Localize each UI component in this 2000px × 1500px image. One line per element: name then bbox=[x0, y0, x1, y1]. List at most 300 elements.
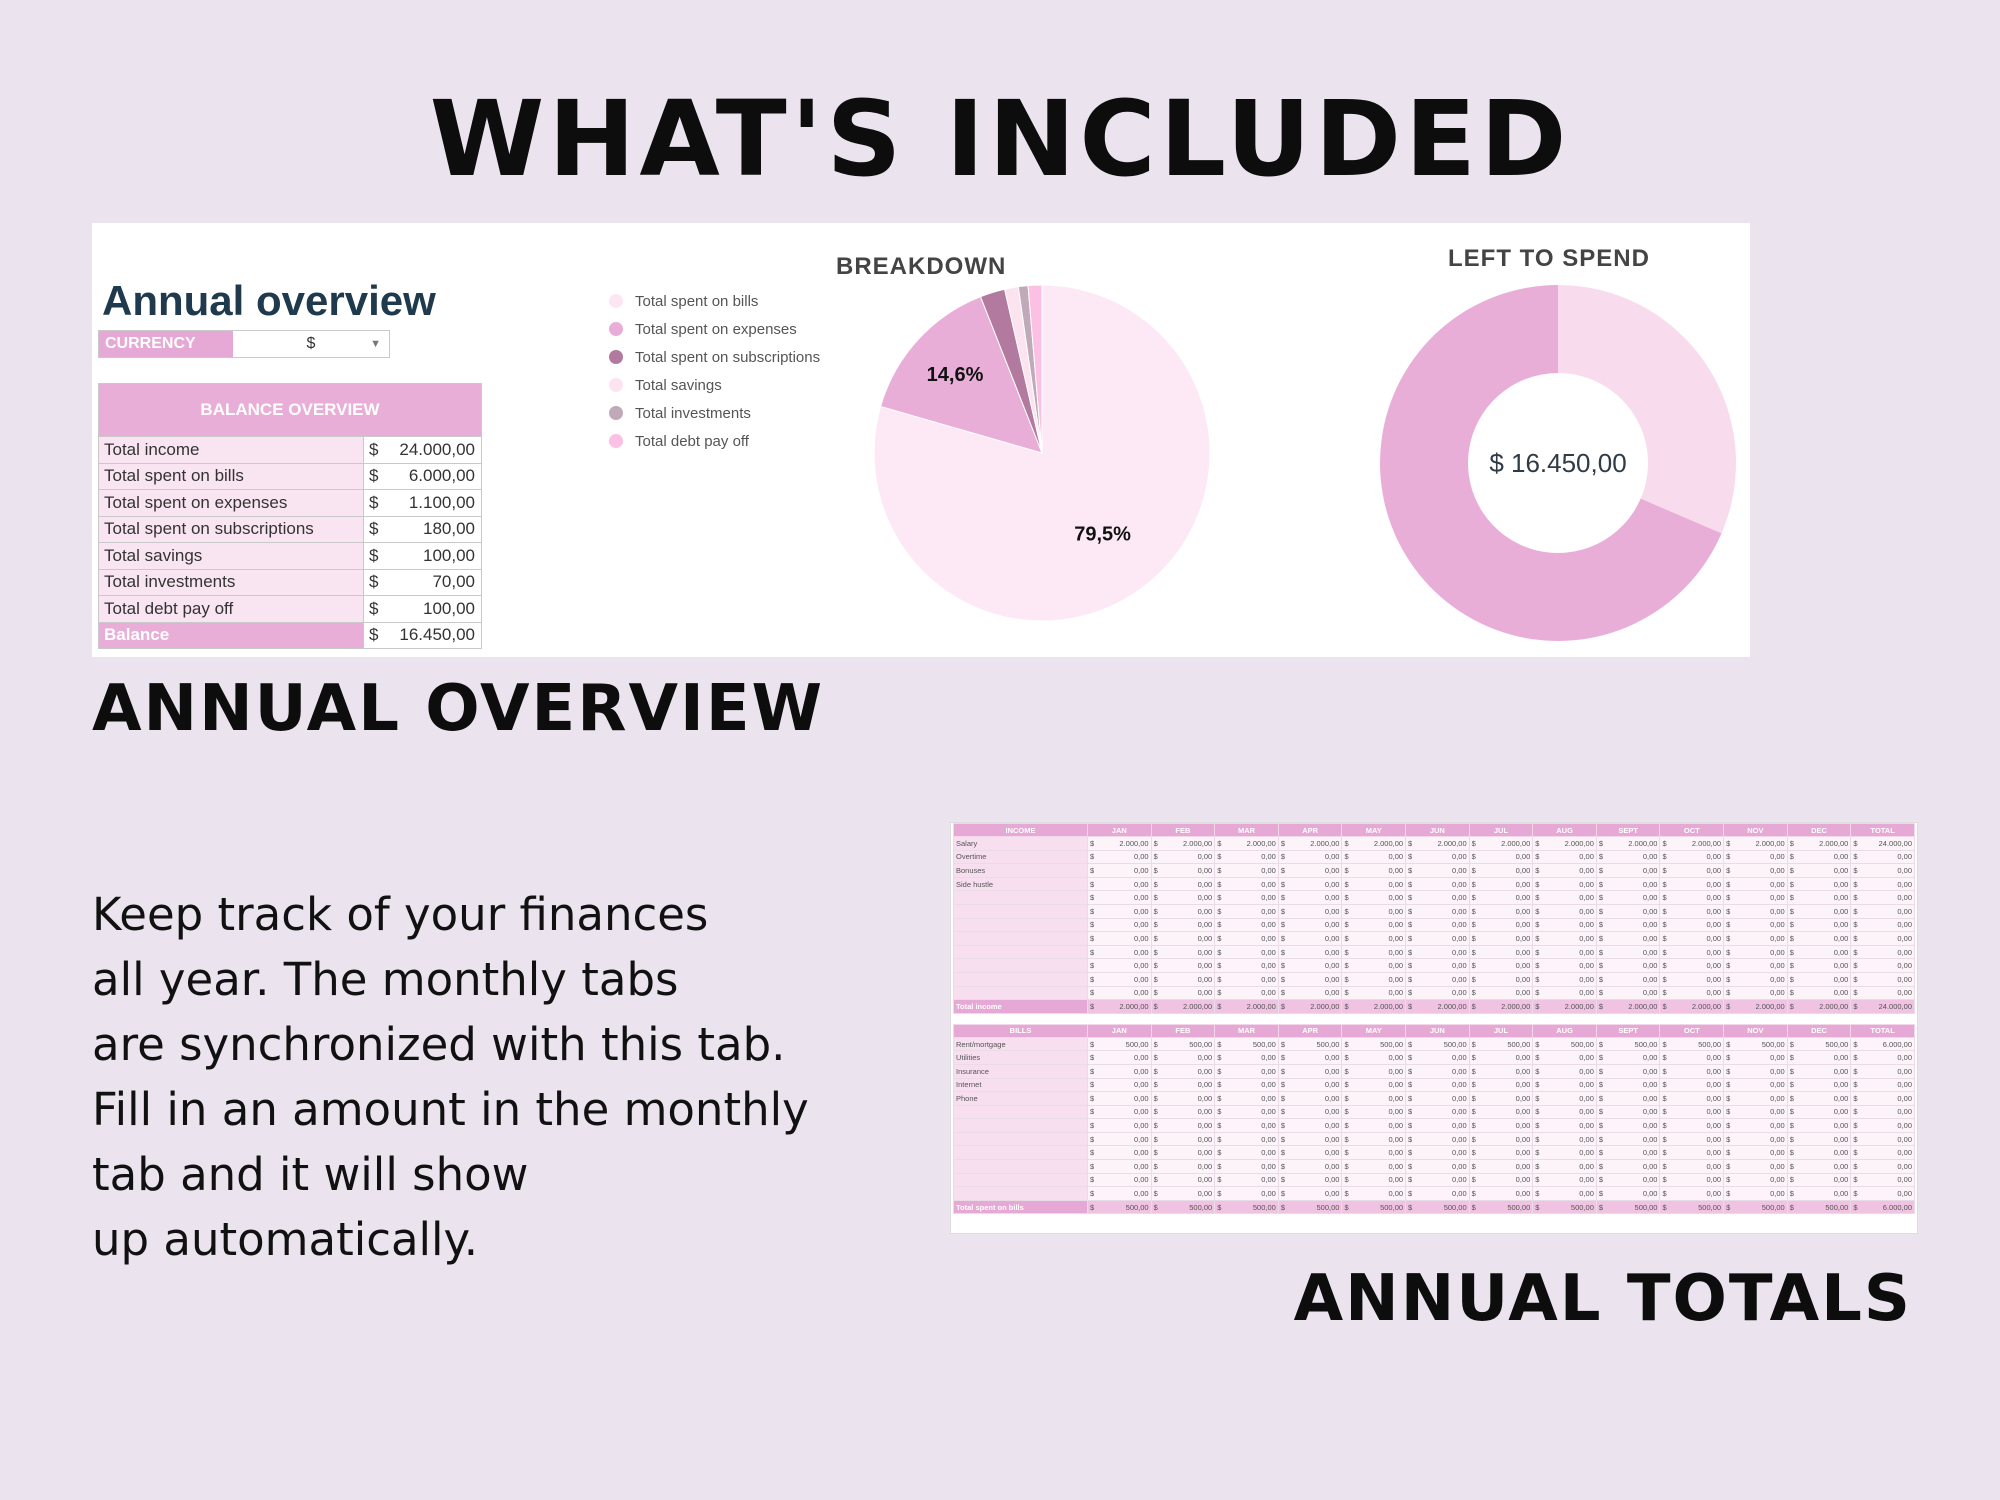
sheet-cell[interactable]: $ 0,00 bbox=[1787, 1160, 1851, 1174]
sheet-cell[interactable]: $ 0,00 bbox=[1406, 972, 1470, 986]
sheet-cell[interactable]: $ 0,00 bbox=[1406, 891, 1470, 905]
currency-dropdown[interactable] bbox=[233, 331, 389, 357]
sheet-cell[interactable]: $ 0,00 bbox=[1278, 1132, 1342, 1146]
sheet-cell[interactable]: $ 2.000,00 bbox=[1787, 837, 1851, 851]
sheet-cell[interactable]: $ 0,00 bbox=[1851, 1173, 1915, 1187]
sheet-cell[interactable]: $ 0,00 bbox=[1596, 1173, 1660, 1187]
sheet-cell[interactable]: $ 0,00 bbox=[1088, 877, 1152, 891]
sheet-cell[interactable]: $ 0,00 bbox=[1342, 864, 1406, 878]
sheet-cell[interactable]: $ 2.000,00 bbox=[1215, 837, 1279, 851]
sheet-cell[interactable]: $ 2.000,00 bbox=[1469, 837, 1533, 851]
sheet-cell[interactable]: $ 0,00 bbox=[1724, 891, 1788, 905]
sheet-cell[interactable]: $ 0,00 bbox=[1088, 864, 1152, 878]
sheet-cell[interactable]: $ 0,00 bbox=[1342, 1051, 1406, 1065]
sheet-cell[interactable]: $ 0,00 bbox=[1469, 850, 1533, 864]
sheet-cell[interactable]: $ 0,00 bbox=[1151, 891, 1215, 905]
sheet-cell[interactable]: $ 0,00 bbox=[1533, 1173, 1597, 1187]
sheet-cell[interactable]: $ 0,00 bbox=[1469, 877, 1533, 891]
sheet-cell[interactable]: $ 0,00 bbox=[1088, 1187, 1152, 1201]
sheet-cell[interactable]: $ 0,00 bbox=[1406, 959, 1470, 973]
sheet-cell[interactable]: $ 0,00 bbox=[1278, 1105, 1342, 1119]
sheet-cell[interactable]: $ 0,00 bbox=[1342, 1132, 1406, 1146]
sheet-cell[interactable]: $ 0,00 bbox=[1406, 864, 1470, 878]
sheet-cell[interactable]: $ 0,00 bbox=[1088, 1132, 1152, 1146]
sheet-cell[interactable]: $ 0,00 bbox=[1088, 972, 1152, 986]
sheet-cell[interactable]: $ 0,00 bbox=[1787, 1132, 1851, 1146]
sheet-cell[interactable]: $ 0,00 bbox=[1660, 864, 1724, 878]
sheet-cell[interactable]: $ 0,00 bbox=[1215, 986, 1279, 1000]
sheet-cell[interactable]: $ 0,00 bbox=[1851, 1146, 1915, 1160]
chevron-down-icon[interactable]: ▼ bbox=[370, 338, 381, 350]
sheet-cell[interactable]: $ 0,00 bbox=[1724, 932, 1788, 946]
sheet-cell[interactable]: $ 0,00 bbox=[1215, 877, 1279, 891]
sheet-cell[interactable]: $ 500,00 bbox=[1342, 1200, 1406, 1214]
sheet-cell[interactable]: $ 0,00 bbox=[1787, 1064, 1851, 1078]
row-label[interactable]: Bonuses bbox=[954, 864, 1088, 878]
sheet-cell[interactable]: $ 0,00 bbox=[1660, 904, 1724, 918]
sheet-cell[interactable]: $ 0,00 bbox=[1342, 1187, 1406, 1201]
sheet-cell[interactable]: $ 0,00 bbox=[1533, 1105, 1597, 1119]
sheet-cell[interactable]: $ 0,00 bbox=[1660, 959, 1724, 973]
sheet-cell[interactable]: $ 0,00 bbox=[1406, 877, 1470, 891]
sheet-cell[interactable]: $ 500,00 bbox=[1215, 1037, 1279, 1051]
sheet-cell[interactable]: $ 0,00 bbox=[1406, 1173, 1470, 1187]
sheet-cell[interactable]: $ 0,00 bbox=[1724, 1051, 1788, 1065]
sheet-cell[interactable]: $ 0,00 bbox=[1660, 932, 1724, 946]
sheet-cell[interactable]: $ 0,00 bbox=[1342, 1119, 1406, 1133]
sheet-cell[interactable]: $ 0,00 bbox=[1533, 1051, 1597, 1065]
sheet-cell[interactable]: $ 0,00 bbox=[1215, 1078, 1279, 1092]
sheet-cell[interactable]: $ 0,00 bbox=[1596, 891, 1660, 905]
sheet-cell[interactable]: $ 0,00 bbox=[1469, 959, 1533, 973]
sheet-cell[interactable]: $ 0,00 bbox=[1342, 986, 1406, 1000]
row-label[interactable] bbox=[954, 1119, 1088, 1133]
row-label[interactable] bbox=[954, 918, 1088, 932]
sheet-cell[interactable]: $ 0,00 bbox=[1278, 959, 1342, 973]
sheet-cell[interactable]: $ 0,00 bbox=[1215, 1160, 1279, 1174]
sheet-cell[interactable]: $ 0,00 bbox=[1787, 1105, 1851, 1119]
sheet-cell[interactable]: $ 0,00 bbox=[1851, 1051, 1915, 1065]
sheet-cell[interactable]: $ 0,00 bbox=[1278, 864, 1342, 878]
sheet-cell[interactable]: $ 0,00 bbox=[1088, 1051, 1152, 1065]
sheet-cell[interactable]: $ 0,00 bbox=[1660, 1051, 1724, 1065]
sheet-cell[interactable]: $ 0,00 bbox=[1278, 1064, 1342, 1078]
sheet-cell[interactable]: $ 0,00 bbox=[1533, 959, 1597, 973]
sheet-cell[interactable]: $ 0,00 bbox=[1088, 932, 1152, 946]
sheet-cell[interactable]: $ 0,00 bbox=[1533, 1146, 1597, 1160]
sheet-cell[interactable]: $ 0,00 bbox=[1215, 972, 1279, 986]
sheet-cell[interactable]: $ 0,00 bbox=[1278, 1187, 1342, 1201]
sheet-cell[interactable]: $ 0,00 bbox=[1724, 1092, 1788, 1106]
sheet-cell[interactable]: $ 500,00 bbox=[1406, 1200, 1470, 1214]
sheet-cell[interactable]: $ 2.000,00 bbox=[1278, 1000, 1342, 1014]
sheet-cell[interactable]: $ 500,00 bbox=[1724, 1200, 1788, 1214]
sheet-cell[interactable]: $ 500,00 bbox=[1469, 1200, 1533, 1214]
sheet-cell[interactable]: $ 0,00 bbox=[1787, 1187, 1851, 1201]
sheet-cell[interactable]: $ 0,00 bbox=[1469, 1173, 1533, 1187]
sheet-cell[interactable]: $ 0,00 bbox=[1851, 904, 1915, 918]
sheet-cell[interactable]: $ 0,00 bbox=[1278, 932, 1342, 946]
sheet-cell[interactable]: $ 0,00 bbox=[1851, 1092, 1915, 1106]
sheet-cell[interactable]: $ 0,00 bbox=[1533, 972, 1597, 986]
sheet-cell[interactable]: $ 0,00 bbox=[1151, 1119, 1215, 1133]
sheet-cell[interactable]: $ 2.000,00 bbox=[1596, 837, 1660, 851]
sheet-cell[interactable]: $ 2.000,00 bbox=[1215, 1000, 1279, 1014]
sheet-cell[interactable]: $ 2.000,00 bbox=[1151, 1000, 1215, 1014]
sheet-cell[interactable]: $ 0,00 bbox=[1660, 1064, 1724, 1078]
sheet-cell[interactable]: $ 0,00 bbox=[1469, 972, 1533, 986]
sheet-cell[interactable]: $ 0,00 bbox=[1533, 1119, 1597, 1133]
sheet-cell[interactable]: $ 0,00 bbox=[1342, 850, 1406, 864]
sheet-cell[interactable]: $ 0,00 bbox=[1406, 1119, 1470, 1133]
sheet-cell[interactable]: $ 500,00 bbox=[1596, 1200, 1660, 1214]
sheet-cell[interactable]: $ 0,00 bbox=[1724, 1173, 1788, 1187]
sheet-cell[interactable]: $ 0,00 bbox=[1851, 850, 1915, 864]
sheet-cell[interactable]: $ 0,00 bbox=[1724, 918, 1788, 932]
sheet-cell[interactable]: $ 24.000,00 bbox=[1851, 1000, 1915, 1014]
sheet-cell[interactable]: $ 0,00 bbox=[1533, 1064, 1597, 1078]
sheet-cell[interactable]: $ 0,00 bbox=[1724, 1078, 1788, 1092]
sheet-cell[interactable]: $ 0,00 bbox=[1533, 891, 1597, 905]
sheet-cell[interactable]: $ 0,00 bbox=[1406, 1132, 1470, 1146]
sheet-cell[interactable]: $ 0,00 bbox=[1469, 986, 1533, 1000]
sheet-cell[interactable]: $ 0,00 bbox=[1660, 1119, 1724, 1133]
sheet-cell[interactable]: $ 2.000,00 bbox=[1406, 1000, 1470, 1014]
sheet-cell[interactable]: $ 0,00 bbox=[1787, 959, 1851, 973]
sheet-cell[interactable]: $ 0,00 bbox=[1787, 918, 1851, 932]
sheet-cell[interactable]: $ 0,00 bbox=[1406, 918, 1470, 932]
sheet-cell[interactable]: $ 0,00 bbox=[1851, 864, 1915, 878]
sheet-cell[interactable]: $ 500,00 bbox=[1342, 1037, 1406, 1051]
sheet-cell[interactable]: $ 0,00 bbox=[1660, 1132, 1724, 1146]
sheet-cell[interactable]: $ 0,00 bbox=[1596, 972, 1660, 986]
sheet-cell[interactable]: $ 0,00 bbox=[1533, 1078, 1597, 1092]
sheet-cell[interactable]: $ 0,00 bbox=[1342, 1092, 1406, 1106]
sheet-cell[interactable]: $ 0,00 bbox=[1596, 864, 1660, 878]
sheet-cell[interactable]: $ 0,00 bbox=[1851, 1132, 1915, 1146]
sheet-cell[interactable]: $ 0,00 bbox=[1278, 1146, 1342, 1160]
sheet-cell[interactable]: $ 0,00 bbox=[1215, 1187, 1279, 1201]
sheet-cell[interactable]: $ 0,00 bbox=[1660, 1078, 1724, 1092]
sheet-cell[interactable]: $ 0,00 bbox=[1533, 932, 1597, 946]
sheet-cell[interactable]: $ 0,00 bbox=[1088, 1173, 1152, 1187]
sheet-cell[interactable]: $ 0,00 bbox=[1278, 986, 1342, 1000]
sheet-cell[interactable]: $ 0,00 bbox=[1088, 945, 1152, 959]
sheet-cell[interactable]: $ 2.000,00 bbox=[1151, 837, 1215, 851]
sheet-cell[interactable]: $ 0,00 bbox=[1596, 1064, 1660, 1078]
sheet-cell[interactable]: $ 500,00 bbox=[1469, 1037, 1533, 1051]
sheet-cell[interactable]: $ 0,00 bbox=[1596, 1105, 1660, 1119]
row-label[interactable] bbox=[954, 972, 1088, 986]
sheet-cell[interactable]: $ 0,00 bbox=[1151, 1105, 1215, 1119]
sheet-cell[interactable]: $ 0,00 bbox=[1533, 945, 1597, 959]
sheet-cell[interactable]: $ 0,00 bbox=[1151, 986, 1215, 1000]
sheet-cell[interactable]: $ 24.000,00 bbox=[1851, 837, 1915, 851]
sheet-cell[interactable]: $ 0,00 bbox=[1724, 1119, 1788, 1133]
sheet-cell[interactable]: $ 0,00 bbox=[1215, 1051, 1279, 1065]
sheet-cell[interactable]: $ 0,00 bbox=[1088, 959, 1152, 973]
sheet-cell[interactable]: $ 500,00 bbox=[1596, 1037, 1660, 1051]
sheet-cell[interactable]: $ 2.000,00 bbox=[1278, 837, 1342, 851]
sheet-cell[interactable]: $ 2.000,00 bbox=[1724, 1000, 1788, 1014]
sheet-cell[interactable]: $ 0,00 bbox=[1851, 972, 1915, 986]
sheet-cell[interactable]: $ 0,00 bbox=[1469, 1051, 1533, 1065]
sheet-cell[interactable]: $ 0,00 bbox=[1342, 918, 1406, 932]
sheet-cell[interactable]: $ 0,00 bbox=[1215, 918, 1279, 932]
sheet-cell[interactable]: $ 0,00 bbox=[1851, 1160, 1915, 1174]
sheet-cell[interactable]: $ 0,00 bbox=[1533, 864, 1597, 878]
sheet-cell[interactable]: $ 0,00 bbox=[1787, 891, 1851, 905]
sheet-cell[interactable]: $ 0,00 bbox=[1406, 850, 1470, 864]
sheet-cell[interactable]: $ 0,00 bbox=[1851, 918, 1915, 932]
sheet-cell[interactable]: $ 0,00 bbox=[1088, 1064, 1152, 1078]
sheet-cell[interactable]: $ 0,00 bbox=[1596, 877, 1660, 891]
sheet-cell[interactable]: $ 0,00 bbox=[1596, 945, 1660, 959]
sheet-cell[interactable]: $ 0,00 bbox=[1787, 986, 1851, 1000]
sheet-cell[interactable]: $ 0,00 bbox=[1342, 877, 1406, 891]
sheet-cell[interactable]: $ 0,00 bbox=[1469, 1064, 1533, 1078]
sheet-cell[interactable]: $ 500,00 bbox=[1406, 1037, 1470, 1051]
sheet-cell[interactable]: $ 0,00 bbox=[1851, 986, 1915, 1000]
sheet-cell[interactable]: $ 0,00 bbox=[1596, 1078, 1660, 1092]
sheet-cell[interactable]: $ 0,00 bbox=[1469, 918, 1533, 932]
sheet-cell[interactable]: $ 0,00 bbox=[1724, 904, 1788, 918]
sheet-cell[interactable]: $ 0,00 bbox=[1088, 1078, 1152, 1092]
sheet-cell[interactable]: $ 0,00 bbox=[1406, 1187, 1470, 1201]
row-label[interactable] bbox=[954, 1160, 1088, 1174]
sheet-cell[interactable]: $ 0,00 bbox=[1215, 891, 1279, 905]
row-label[interactable] bbox=[954, 904, 1088, 918]
sheet-cell[interactable]: $ 0,00 bbox=[1469, 1146, 1533, 1160]
sheet-cell[interactable]: $ 0,00 bbox=[1342, 959, 1406, 973]
sheet-cell[interactable]: $ 500,00 bbox=[1151, 1200, 1215, 1214]
sheet-cell[interactable]: $ 0,00 bbox=[1406, 1064, 1470, 1078]
sheet-cell[interactable]: $ 6.000,00 bbox=[1851, 1037, 1915, 1051]
sheet-cell[interactable]: $ 0,00 bbox=[1151, 918, 1215, 932]
row-label[interactable] bbox=[954, 1132, 1088, 1146]
sheet-cell[interactable]: $ 0,00 bbox=[1533, 1092, 1597, 1106]
sheet-cell[interactable]: $ 0,00 bbox=[1851, 891, 1915, 905]
row-label[interactable]: Salary bbox=[954, 837, 1088, 851]
sheet-cell[interactable]: $ 0,00 bbox=[1151, 1078, 1215, 1092]
sheet-cell[interactable]: $ 0,00 bbox=[1596, 1160, 1660, 1174]
sheet-cell[interactable]: $ 2.000,00 bbox=[1088, 837, 1152, 851]
sheet-cell[interactable]: $ 500,00 bbox=[1787, 1037, 1851, 1051]
sheet-cell[interactable]: $ 0,00 bbox=[1215, 1132, 1279, 1146]
sheet-cell[interactable]: $ 0,00 bbox=[1215, 959, 1279, 973]
sheet-cell[interactable]: $ 0,00 bbox=[1151, 904, 1215, 918]
sheet-cell[interactable]: $ 500,00 bbox=[1088, 1037, 1152, 1051]
sheet-cell[interactable]: $ 0,00 bbox=[1151, 1051, 1215, 1065]
sheet-cell[interactable]: $ 0,00 bbox=[1278, 1078, 1342, 1092]
sheet-cell[interactable]: $ 500,00 bbox=[1787, 1200, 1851, 1214]
sheet-cell[interactable]: $ 0,00 bbox=[1215, 1173, 1279, 1187]
sheet-cell[interactable]: $ 0,00 bbox=[1596, 1187, 1660, 1201]
sheet-cell[interactable]: $ 0,00 bbox=[1278, 1119, 1342, 1133]
sheet-cell[interactable]: $ 2.000,00 bbox=[1596, 1000, 1660, 1014]
sheet-cell[interactable]: $ 0,00 bbox=[1660, 918, 1724, 932]
sheet-cell[interactable]: $ 0,00 bbox=[1342, 1160, 1406, 1174]
sheet-cell[interactable]: $ 2.000,00 bbox=[1088, 1000, 1152, 1014]
sheet-cell[interactable]: $ 0,00 bbox=[1787, 1092, 1851, 1106]
sheet-cell[interactable]: $ 0,00 bbox=[1088, 1105, 1152, 1119]
sheet-cell[interactable]: $ 0,00 bbox=[1151, 1092, 1215, 1106]
sheet-cell[interactable]: $ 0,00 bbox=[1596, 1119, 1660, 1133]
sheet-cell[interactable]: $ 0,00 bbox=[1596, 986, 1660, 1000]
sheet-cell[interactable]: $ 0,00 bbox=[1851, 1119, 1915, 1133]
sheet-cell[interactable]: $ 0,00 bbox=[1151, 959, 1215, 973]
sheet-cell[interactable]: $ 0,00 bbox=[1342, 932, 1406, 946]
sheet-cell[interactable]: $ 0,00 bbox=[1596, 1132, 1660, 1146]
sheet-cell[interactable]: $ 0,00 bbox=[1787, 850, 1851, 864]
sheet-cell[interactable]: $ 0,00 bbox=[1088, 850, 1152, 864]
sheet-cell[interactable]: $ 0,00 bbox=[1278, 1173, 1342, 1187]
sheet-cell[interactable]: $ 0,00 bbox=[1151, 945, 1215, 959]
sheet-cell[interactable]: $ 0,00 bbox=[1469, 1160, 1533, 1174]
sheet-cell[interactable]: $ 0,00 bbox=[1596, 959, 1660, 973]
sheet-cell[interactable]: $ 0,00 bbox=[1724, 945, 1788, 959]
sheet-cell[interactable]: $ 2.000,00 bbox=[1406, 837, 1470, 851]
sheet-cell[interactable]: $ 0,00 bbox=[1342, 945, 1406, 959]
sheet-cell[interactable]: $ 0,00 bbox=[1787, 864, 1851, 878]
sheet-cell[interactable]: $ 0,00 bbox=[1088, 1092, 1152, 1106]
row-label[interactable]: Side hustle bbox=[954, 877, 1088, 891]
sheet-cell[interactable]: $ 2.000,00 bbox=[1787, 1000, 1851, 1014]
sheet-cell[interactable]: $ 0,00 bbox=[1851, 959, 1915, 973]
sheet-cell[interactable]: $ 0,00 bbox=[1406, 932, 1470, 946]
sheet-cell[interactable]: $ 0,00 bbox=[1406, 1160, 1470, 1174]
sheet-cell[interactable]: $ 0,00 bbox=[1724, 1160, 1788, 1174]
sheet-cell[interactable]: $ 0,00 bbox=[1406, 1092, 1470, 1106]
sheet-cell[interactable]: $ 0,00 bbox=[1660, 1173, 1724, 1187]
sheet-cell[interactable]: $ 500,00 bbox=[1533, 1200, 1597, 1214]
sheet-cell[interactable]: $ 0,00 bbox=[1151, 1146, 1215, 1160]
sheet-cell[interactable]: $ 2.000,00 bbox=[1342, 837, 1406, 851]
sheet-cell[interactable]: $ 0,00 bbox=[1660, 877, 1724, 891]
sheet-cell[interactable]: $ 0,00 bbox=[1278, 877, 1342, 891]
sheet-cell[interactable]: $ 0,00 bbox=[1469, 904, 1533, 918]
sheet-cell[interactable]: $ 0,00 bbox=[1342, 972, 1406, 986]
sheet-cell[interactable]: $ 0,00 bbox=[1088, 904, 1152, 918]
sheet-cell[interactable]: $ 0,00 bbox=[1469, 932, 1533, 946]
sheet-cell[interactable]: $ 0,00 bbox=[1533, 918, 1597, 932]
sheet-cell[interactable]: $ 0,00 bbox=[1215, 1064, 1279, 1078]
sheet-cell[interactable]: $ 0,00 bbox=[1724, 959, 1788, 973]
sheet-cell[interactable]: $ 0,00 bbox=[1151, 932, 1215, 946]
sheet-cell[interactable]: $ 0,00 bbox=[1724, 1146, 1788, 1160]
sheet-cell[interactable]: $ 0,00 bbox=[1215, 1119, 1279, 1133]
sheet-cell[interactable]: $ 0,00 bbox=[1787, 877, 1851, 891]
sheet-cell[interactable]: $ 0,00 bbox=[1469, 1105, 1533, 1119]
sheet-cell[interactable]: $ 0,00 bbox=[1533, 850, 1597, 864]
sheet-cell[interactable]: $ 0,00 bbox=[1533, 1132, 1597, 1146]
sheet-cell[interactable]: $ 0,00 bbox=[1469, 945, 1533, 959]
sheet-cell[interactable]: $ 0,00 bbox=[1406, 904, 1470, 918]
row-label[interactable]: Rent/mortgage bbox=[954, 1037, 1088, 1051]
sheet-cell[interactable]: $ 2.000,00 bbox=[1660, 837, 1724, 851]
sheet-cell[interactable]: $ 500,00 bbox=[1660, 1200, 1724, 1214]
sheet-cell[interactable]: $ 0,00 bbox=[1215, 904, 1279, 918]
sheet-cell[interactable]: $ 0,00 bbox=[1406, 945, 1470, 959]
sheet-cell[interactable]: $ 0,00 bbox=[1787, 972, 1851, 986]
row-label[interactable] bbox=[954, 945, 1088, 959]
sheet-cell[interactable]: $ 2.000,00 bbox=[1533, 1000, 1597, 1014]
sheet-cell[interactable]: $ 0,00 bbox=[1278, 1092, 1342, 1106]
sheet-cell[interactable]: $ 0,00 bbox=[1215, 932, 1279, 946]
sheet-cell[interactable]: $ 0,00 bbox=[1151, 864, 1215, 878]
sheet-cell[interactable]: $ 0,00 bbox=[1151, 972, 1215, 986]
sheet-cell[interactable]: $ 0,00 bbox=[1088, 918, 1152, 932]
sheet-cell[interactable]: $ 0,00 bbox=[1342, 1078, 1406, 1092]
sheet-cell[interactable]: $ 0,00 bbox=[1215, 850, 1279, 864]
row-label[interactable] bbox=[954, 891, 1088, 905]
sheet-cell[interactable]: $ 0,00 bbox=[1469, 891, 1533, 905]
sheet-cell[interactable]: $ 0,00 bbox=[1787, 1051, 1851, 1065]
sheet-cell[interactable]: $ 0,00 bbox=[1533, 877, 1597, 891]
sheet-cell[interactable]: $ 0,00 bbox=[1342, 904, 1406, 918]
sheet-cell[interactable]: $ 0,00 bbox=[1724, 1064, 1788, 1078]
sheet-cell[interactable]: $ 0,00 bbox=[1724, 986, 1788, 1000]
sheet-cell[interactable]: $ 0,00 bbox=[1660, 1105, 1724, 1119]
sheet-cell[interactable]: $ 0,00 bbox=[1533, 1160, 1597, 1174]
sheet-cell[interactable]: $ 0,00 bbox=[1787, 932, 1851, 946]
sheet-cell[interactable]: $ 0,00 bbox=[1215, 864, 1279, 878]
sheet-cell[interactable]: $ 0,00 bbox=[1151, 1160, 1215, 1174]
sheet-cell[interactable]: $ 0,00 bbox=[1406, 1078, 1470, 1092]
row-label[interactable] bbox=[954, 1105, 1088, 1119]
sheet-cell[interactable]: $ 0,00 bbox=[1787, 1078, 1851, 1092]
sheet-cell[interactable]: $ 0,00 bbox=[1533, 986, 1597, 1000]
sheet-cell[interactable]: $ 500,00 bbox=[1151, 1037, 1215, 1051]
sheet-cell[interactable]: $ 0,00 bbox=[1151, 1187, 1215, 1201]
sheet-cell[interactable]: $ 0,00 bbox=[1469, 1119, 1533, 1133]
row-label[interactable]: Overtime bbox=[954, 850, 1088, 864]
sheet-cell[interactable]: $ 0,00 bbox=[1088, 1160, 1152, 1174]
sheet-cell[interactable]: $ 0,00 bbox=[1660, 1160, 1724, 1174]
row-label[interactable]: Utilities bbox=[954, 1051, 1088, 1065]
sheet-cell[interactable]: $ 0,00 bbox=[1851, 1187, 1915, 1201]
sheet-cell[interactable]: $ 0,00 bbox=[1787, 945, 1851, 959]
sheet-cell[interactable]: $ 0,00 bbox=[1151, 850, 1215, 864]
sheet-cell[interactable]: $ 2.000,00 bbox=[1533, 837, 1597, 851]
sheet-cell[interactable]: $ 0,00 bbox=[1278, 945, 1342, 959]
row-label[interactable]: Internet bbox=[954, 1078, 1088, 1092]
sheet-cell[interactable]: $ 0,00 bbox=[1851, 932, 1915, 946]
row-label[interactable]: Phone bbox=[954, 1092, 1088, 1106]
sheet-cell[interactable]: $ 0,00 bbox=[1533, 904, 1597, 918]
sheet-cell[interactable]: $ 0,00 bbox=[1724, 1187, 1788, 1201]
sheet-cell[interactable]: $ 0,00 bbox=[1469, 1187, 1533, 1201]
sheet-cell[interactable]: $ 0,00 bbox=[1342, 1064, 1406, 1078]
sheet-cell[interactable]: $ 0,00 bbox=[1342, 891, 1406, 905]
sheet-cell[interactable]: $ 500,00 bbox=[1278, 1037, 1342, 1051]
row-label[interactable] bbox=[954, 1146, 1088, 1160]
sheet-cell[interactable]: $ 0,00 bbox=[1787, 904, 1851, 918]
sheet-cell[interactable]: $ 0,00 bbox=[1787, 1119, 1851, 1133]
sheet-cell[interactable]: $ 0,00 bbox=[1088, 1146, 1152, 1160]
sheet-cell[interactable]: $ 0,00 bbox=[1596, 932, 1660, 946]
sheet-cell[interactable]: $ 0,00 bbox=[1215, 1146, 1279, 1160]
sheet-cell[interactable]: $ 0,00 bbox=[1151, 1132, 1215, 1146]
sheet-cell[interactable]: $ 0,00 bbox=[1278, 850, 1342, 864]
sheet-cell[interactable]: $ 500,00 bbox=[1724, 1037, 1788, 1051]
sheet-cell[interactable]: $ 0,00 bbox=[1406, 986, 1470, 1000]
sheet-cell[interactable]: $ 0,00 bbox=[1851, 1078, 1915, 1092]
sheet-cell[interactable]: $ 0,00 bbox=[1215, 1092, 1279, 1106]
sheet-cell[interactable]: $ 0,00 bbox=[1851, 945, 1915, 959]
sheet-cell[interactable]: $ 0,00 bbox=[1215, 945, 1279, 959]
sheet-cell[interactable]: $ 0,00 bbox=[1660, 1092, 1724, 1106]
